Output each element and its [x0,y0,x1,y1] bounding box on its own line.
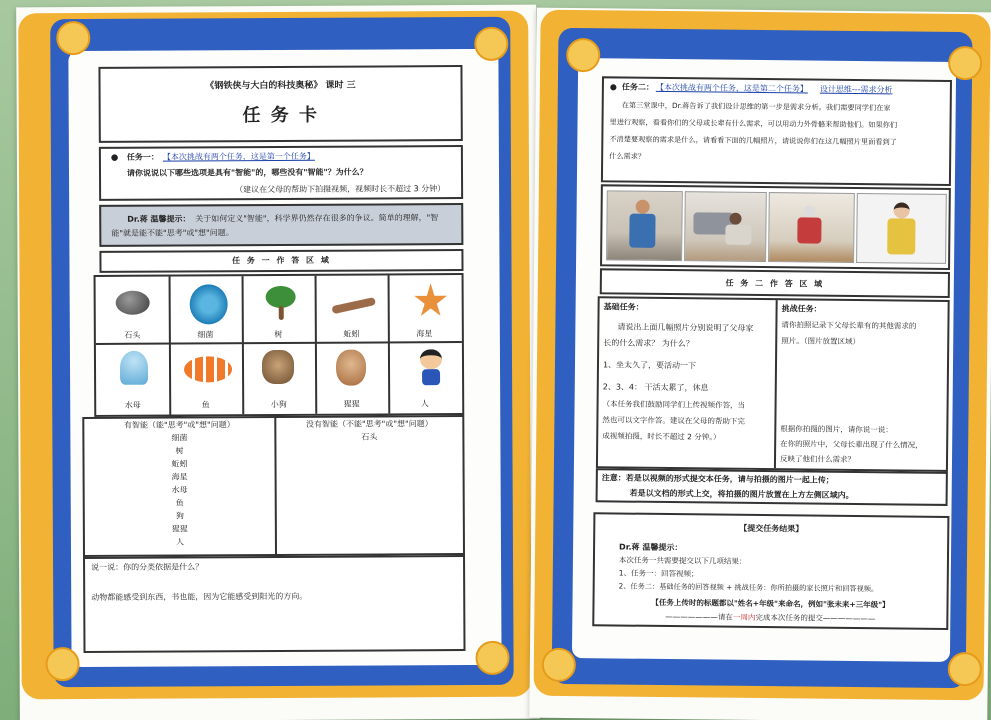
corner-circle [566,38,600,72]
basic-note: 然也可以文字作答。建议在父母的帮助下完 [602,415,745,426]
smart-item: 人 [175,537,184,547]
challenge-question: 照片。（图片放置区域） [781,336,861,347]
smart-item: 猩猩 [171,524,188,534]
item-label: 石头 [124,330,141,340]
corner-circle [45,647,79,681]
photo-strip [600,184,951,270]
bacteria-image [190,284,228,324]
corner-circle [56,21,90,55]
note-line: 注意：若是以视频的形式提交本任务，请与拍摄的图片一起上传； [601,473,834,485]
submit-title: 【提交任务结果】 [739,523,804,534]
basic-note: 成视频拍摄，时长不超过 2 分钟。） [602,431,721,442]
earthworm-image [331,297,376,314]
smart-header: 有智能（能"思考"或"想"问题） [123,420,235,430]
classification-table [82,415,465,557]
task1-question: 请你说说以下哪些选项是具有"智能"的，哪些没有"智能"？为什么？ [126,167,368,178]
challenge-question: 请你拍照记录下父母长辈有的其他需求的 [781,320,917,331]
task1-bullet: ● [110,152,119,163]
task1-hint: （建议在父母的帮助下拍摄视频，视频时长不超过 3 分钟） [235,184,446,195]
task1-link: 【本次挑战有两个任务，这是第一个任务】 [162,151,315,162]
clownfish-image [184,356,232,382]
submit-line: 1、任务一：回答视频； [618,568,699,579]
submit-line: 2、任务二：基础任务的回答视频 + 挑战任务：你所拍摄的家长照片和回答视频。 [618,581,879,594]
corner-circle [542,648,576,682]
person-image [420,349,442,369]
item-label: 细菌 [197,330,214,340]
corner-circle [474,27,508,61]
tip-box [99,203,463,247]
page-title: 任 务 卡 [242,104,320,127]
task2-paragraph: 什么需求？ [609,151,646,161]
basic-note: （本任务我们鼓励同学们上传视频作答，当 [602,399,746,410]
item-label: 猩猩 [343,399,360,409]
answer-area-header [99,249,463,273]
grid-line [169,277,172,415]
puppy-image [262,350,294,384]
note-box [596,468,948,506]
task2-link: 【本次挑战有两个任务，这是第二个任务】 [655,82,808,94]
smart-item: 鱼 [175,498,184,508]
jellyfish-image [120,351,148,385]
task2-paragraph: 在第三堂课中，Dr.蒋告诉了我们设计思维的第一步是需求分析。我们需要同学们在家 [621,100,891,113]
task-card-sheet-left [16,5,540,720]
photo-elder-vacuum [768,192,855,263]
task1-box [99,145,463,201]
corner-circle [948,652,982,686]
task2-paragraph: 里进行观察，看看你们的父母或长辈有什么需求，可以用动力外骨骼来帮助他们。如果你们 [609,117,898,130]
smart-item: 细菌 [171,433,188,443]
submit-naming-rule: 【任务上传时的标题都以"姓名+年级"来命名，例如"张未来+三年级"】 [651,597,890,610]
basic-answer: 2、3、4： 干活太累了，休息 [602,382,709,393]
tip-text-line2: 能"就是能不能"思考"或"想"问题。 [111,228,234,238]
item-label: 人 [420,399,429,409]
grid-line [315,276,318,414]
smart-item: 蚯蚓 [171,459,188,469]
task1-label: 任务一： [126,152,159,162]
task2-box [601,76,952,186]
tree-image [266,286,296,308]
discussion-box [83,555,465,653]
item-label: 树 [274,329,283,340]
task2-label: 任务二： [621,82,654,92]
item-label: 水母 [124,400,141,410]
not-smart-item: 石头 [361,432,378,442]
photo-woman-tired [856,193,947,264]
challenge-prompt: 根据你拍摄的图片，请你说一说： [780,424,893,435]
challenge-task-title: 挑战任务： [781,304,822,314]
tip-name: Dr.蒋 温馨提示： [127,214,191,224]
basic-task-title: 基础任务： [603,302,644,312]
task2-bullet: ● [609,82,617,92]
grid-line [96,341,462,345]
basic-question: 长的什么需求？ 为什么？ [603,338,694,349]
challenge-prompt: 反映了他们什么需求？ [779,454,856,464]
challenge-prompt: 在你的照片中，父母长辈出现了什么情况， [780,439,923,450]
item-label: 小狗 [270,399,287,410]
discussion-answer: 动物都能感受到东西，书也能，因为它能感受到阳光的方向。 [91,591,308,602]
task2-divider [774,300,778,468]
item-grid [94,273,465,417]
deadline-text: 完成本次任务的提交——————— [755,612,876,624]
answer-area-title: 任 务 一 作 答 区 域 [232,255,331,266]
smart-item: 狗 [175,511,184,521]
basic-answer: 1、坐太久了，要活动一下 [602,360,697,371]
header-box [98,65,462,143]
note-line: 若是以文档的形式上交，将拍摄的图片放置在上方左侧区域内。 [629,488,854,500]
task2-answer-box [596,296,950,472]
answer-area-title: 任 务 二 作 答 区 域 [725,278,825,289]
person-body [422,369,440,385]
grid-line [242,276,245,414]
grid-line [388,275,391,413]
orangutan-image [336,350,366,386]
not-smart-header: 没有智能（不能"思考"或"想"问题） [305,419,433,429]
item-label: 海星 [416,329,433,339]
discussion-question: 说一说：你的分类依据是什么？ [91,562,204,572]
basic-question: 请说出上面几幅照片分别说明了父母家 [617,322,754,333]
submit-line: 本次任务一共需要提交以下几项结果： [618,555,747,566]
photo-woman-mopping [684,191,767,262]
submit-deadline [594,611,946,625]
deadline-text: ———————请在 [665,612,733,622]
task2-paragraph: 不清楚要观察的需求是什么，请看看下面的几幅照片，请说说你们在这几幅照片里面看到了 [609,134,897,147]
corner-circle [475,641,509,675]
tip-text-line1: 关于如何定义"智能"，科学界仍然存在很多的争议。简单的理解，"智 [195,213,439,224]
deadline-highlight: 一周内 [732,612,756,622]
submit-box [592,512,949,630]
smart-item: 海星 [171,472,188,482]
corner-circle [948,46,982,80]
photo-man-back-pain [606,190,683,261]
item-label: 鱼 [201,400,210,410]
smart-item: 树 [175,446,184,456]
answer-area-header [600,268,950,298]
lesson-title: 《钢铁侠与大白的科技奥秘》 课时 三 [205,80,356,92]
task2-topic: 设计思维---需求分析 [819,84,893,95]
task-card-sheet-right [529,8,991,720]
smart-item: 水母 [171,485,188,495]
stone-image [116,291,150,315]
tree-trunk [279,306,284,320]
starfish-image [414,283,448,319]
item-label: 蚯蚓 [343,329,360,339]
submit-tip: Dr.蒋 温馨提示： [619,542,683,553]
